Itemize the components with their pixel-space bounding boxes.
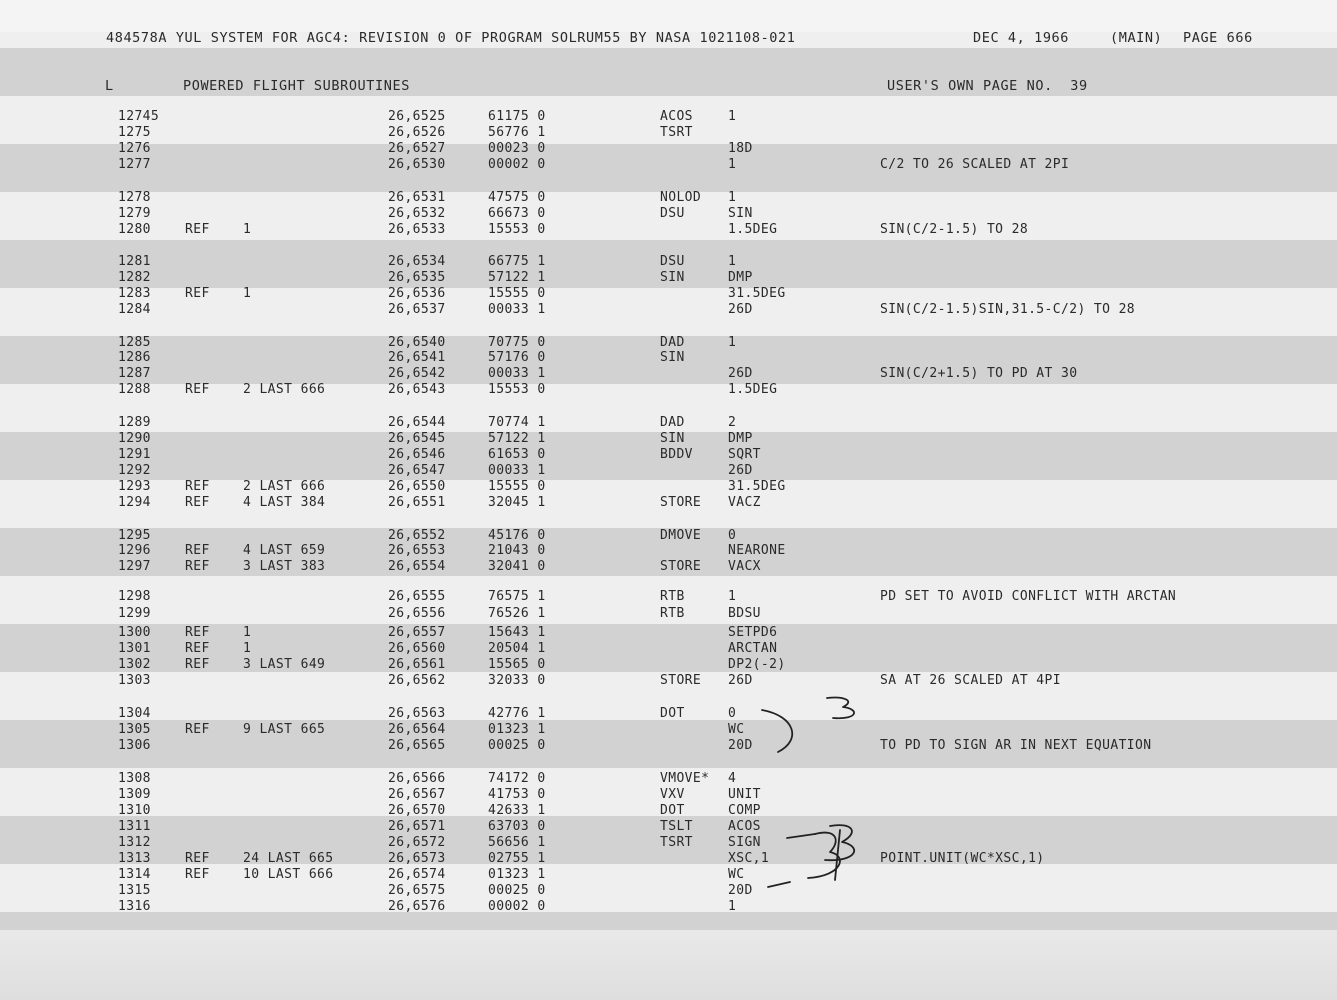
line-number: 1280 bbox=[118, 222, 151, 237]
address: 26,6576 bbox=[388, 899, 446, 914]
operand: SIGN bbox=[728, 835, 761, 850]
comment: SIN(C/2-1.5)SIN,31.5-C/2) TO 28 bbox=[880, 302, 1136, 317]
line-number: 1290 bbox=[118, 431, 151, 446]
address: 26,6550 bbox=[388, 479, 446, 494]
address: 26,6551 bbox=[388, 495, 446, 510]
octal-code: 15565 0 bbox=[488, 657, 546, 672]
line-number: 1311 bbox=[118, 819, 151, 834]
ref-tag: REF bbox=[185, 382, 210, 397]
opcode: NOLOD bbox=[660, 190, 702, 205]
comment: TO PD TO SIGN AR IN NEXT EQUATION bbox=[880, 738, 1152, 753]
header-title: 484578A YUL SYSTEM FOR AGC4: REVISION 0 OF PROGRAM SOLRUM55 BY NASA 1021108-021 bbox=[106, 30, 796, 46]
address: 26,6542 bbox=[388, 366, 446, 381]
address: 26,6543 bbox=[388, 382, 446, 397]
address: 26,6530 bbox=[388, 157, 446, 172]
operand: 26D bbox=[728, 673, 753, 688]
operand: 1.5DEG bbox=[728, 382, 778, 397]
opcode: TSRT bbox=[660, 835, 693, 850]
line-number: 1300 bbox=[118, 625, 151, 640]
octal-code: 45176 0 bbox=[488, 528, 546, 543]
octal-code: 76526 1 bbox=[488, 606, 546, 621]
ref-detail: 2 LAST 666 bbox=[243, 479, 326, 494]
comment: SA AT 26 SCALED AT 4PI bbox=[880, 673, 1061, 688]
octal-code: 32033 0 bbox=[488, 673, 546, 688]
ref-tag: REF bbox=[185, 222, 210, 237]
octal-code: 57176 0 bbox=[488, 350, 546, 365]
line-number: 1281 bbox=[118, 254, 151, 269]
address: 26,6526 bbox=[388, 125, 446, 140]
comment: PD SET TO AVOID CONFLICT WITH ARCTAN bbox=[880, 589, 1177, 604]
line-number: 1304 bbox=[118, 706, 151, 721]
address: 26,6571 bbox=[388, 819, 446, 834]
ref-tag: REF bbox=[185, 495, 210, 510]
opcode: DMOVE bbox=[660, 528, 702, 543]
operand: 1 bbox=[728, 190, 737, 205]
octal-code: 42633 1 bbox=[488, 803, 546, 818]
operand: 2 bbox=[728, 415, 737, 430]
ref-tag: REF bbox=[185, 286, 210, 301]
address: 26,6565 bbox=[388, 738, 446, 753]
octal-code: 32041 0 bbox=[488, 559, 546, 574]
line-number: 1293 bbox=[118, 479, 151, 494]
operand: 26D bbox=[728, 463, 753, 478]
octal-code: 00033 1 bbox=[488, 302, 546, 317]
subheader-marker: L bbox=[105, 78, 114, 94]
address: 26,6537 bbox=[388, 302, 446, 317]
octal-code: 41753 0 bbox=[488, 787, 546, 802]
address: 26,6562 bbox=[388, 673, 446, 688]
operand: 0 bbox=[728, 706, 737, 721]
operand: NEARONE bbox=[728, 543, 786, 558]
operand: DMP bbox=[728, 270, 753, 285]
octal-code: 70775 0 bbox=[488, 335, 546, 350]
address: 26,6534 bbox=[388, 254, 446, 269]
line-number: 1289 bbox=[118, 415, 151, 430]
operand: 20D bbox=[728, 883, 753, 898]
ref-tag: REF bbox=[185, 641, 210, 656]
ref-detail: 9 LAST 665 bbox=[243, 722, 326, 737]
line-number: 1306 bbox=[118, 738, 151, 753]
address: 26,6532 bbox=[388, 206, 446, 221]
operand: 1 bbox=[728, 335, 737, 350]
operand: DP2(-2) bbox=[728, 657, 786, 672]
octal-code: 70774 1 bbox=[488, 415, 546, 430]
octal-code: 57122 1 bbox=[488, 431, 546, 446]
ref-detail: 1 bbox=[243, 222, 252, 237]
octal-code: 63703 0 bbox=[488, 819, 546, 834]
octal-code: 02755 1 bbox=[488, 851, 546, 866]
opcode: BDDV bbox=[660, 447, 693, 462]
operand: 1 bbox=[728, 109, 737, 124]
line-number: 1314 bbox=[118, 867, 151, 882]
octal-code: 00033 1 bbox=[488, 366, 546, 381]
operand: 26D bbox=[728, 302, 753, 317]
opcode: STORE bbox=[660, 495, 702, 510]
opcode: STORE bbox=[660, 673, 702, 688]
ref-detail: 10 LAST 666 bbox=[243, 867, 334, 882]
ref-tag: REF bbox=[185, 722, 210, 737]
octal-code: 32045 1 bbox=[488, 495, 546, 510]
line-number: 1295 bbox=[118, 528, 151, 543]
octal-code: 00033 1 bbox=[488, 463, 546, 478]
address: 26,6553 bbox=[388, 543, 446, 558]
address: 26,6563 bbox=[388, 706, 446, 721]
ref-detail: 24 LAST 665 bbox=[243, 851, 334, 866]
operand: 1 bbox=[728, 157, 737, 172]
address: 26,6552 bbox=[388, 528, 446, 543]
address: 26,6566 bbox=[388, 771, 446, 786]
line-number: 1305 bbox=[118, 722, 151, 737]
opcode: SIN bbox=[660, 350, 685, 365]
operand: DMP bbox=[728, 431, 753, 446]
address: 26,6564 bbox=[388, 722, 446, 737]
bracket-mark-1 bbox=[762, 710, 792, 752]
operand: SETPD6 bbox=[728, 625, 778, 640]
octal-code: 01323 1 bbox=[488, 867, 546, 882]
opcode: DAD bbox=[660, 335, 685, 350]
digit-three-mark-1 bbox=[827, 698, 854, 719]
octal-code: 00023 0 bbox=[488, 141, 546, 156]
opcode: STORE bbox=[660, 559, 702, 574]
line-number: 12745 bbox=[118, 109, 160, 124]
octal-code: 42776 1 bbox=[488, 706, 546, 721]
address: 26,6535 bbox=[388, 270, 446, 285]
line-number: 1308 bbox=[118, 771, 151, 786]
ref-detail: 1 bbox=[243, 625, 252, 640]
ref-detail: 1 bbox=[243, 286, 252, 301]
operand: 18D bbox=[728, 141, 753, 156]
address: 26,6574 bbox=[388, 867, 446, 882]
operand: VACZ bbox=[728, 495, 761, 510]
operand: 1.5DEG bbox=[728, 222, 778, 237]
header-page: PAGE 666 bbox=[1183, 30, 1253, 46]
ref-tag: REF bbox=[185, 851, 210, 866]
opcode: RTB bbox=[660, 589, 685, 604]
octal-code: 15555 0 bbox=[488, 479, 546, 494]
line-number: 1282 bbox=[118, 270, 151, 285]
line-number: 1279 bbox=[118, 206, 151, 221]
address: 26,6546 bbox=[388, 447, 446, 462]
line-number: 1297 bbox=[118, 559, 151, 574]
line-number: 1287 bbox=[118, 366, 151, 381]
operand: 31.5DEG bbox=[728, 479, 786, 494]
opcode: RTB bbox=[660, 606, 685, 621]
line-number: 1285 bbox=[118, 335, 151, 350]
octal-code: 00002 0 bbox=[488, 157, 546, 172]
octal-code: 20504 1 bbox=[488, 641, 546, 656]
opcode: ACOS bbox=[660, 109, 693, 124]
line-number: 1284 bbox=[118, 302, 151, 317]
line-number: 1301 bbox=[118, 641, 151, 656]
octal-code: 00002 0 bbox=[488, 899, 546, 914]
line-number: 1309 bbox=[118, 787, 151, 802]
line-number: 1283 bbox=[118, 286, 151, 301]
line-number: 1299 bbox=[118, 606, 151, 621]
operand: 4 bbox=[728, 771, 737, 786]
operand: ARCTAN bbox=[728, 641, 778, 656]
operand: COMP bbox=[728, 803, 761, 818]
octal-code: 56776 1 bbox=[488, 125, 546, 140]
address: 26,6531 bbox=[388, 190, 446, 205]
operand: WC bbox=[728, 867, 745, 882]
operand: 20D bbox=[728, 738, 753, 753]
opcode: DOT bbox=[660, 706, 685, 721]
line-number: 1275 bbox=[118, 125, 151, 140]
operand: SIN bbox=[728, 206, 753, 221]
opcode: TSLT bbox=[660, 819, 693, 834]
octal-code: 00025 0 bbox=[488, 883, 546, 898]
line-number: 1302 bbox=[118, 657, 151, 672]
octal-code: 66673 0 bbox=[488, 206, 546, 221]
line-number: 1278 bbox=[118, 190, 151, 205]
operand: XSC,1 bbox=[728, 851, 770, 866]
address: 26,6561 bbox=[388, 657, 446, 672]
operand: 26D bbox=[728, 366, 753, 381]
opcode: DSU bbox=[660, 206, 685, 221]
line-number: 1315 bbox=[118, 883, 151, 898]
address: 26,6536 bbox=[388, 286, 446, 301]
octal-code: 15555 0 bbox=[488, 286, 546, 301]
comment: SIN(C/2-1.5) TO 28 bbox=[880, 222, 1029, 237]
ref-detail: 4 LAST 659 bbox=[243, 543, 326, 558]
operand: 1 bbox=[728, 899, 737, 914]
address: 26,6560 bbox=[388, 641, 446, 656]
address: 26,6540 bbox=[388, 335, 446, 350]
octal-code: 21043 0 bbox=[488, 543, 546, 558]
octal-code: 15553 0 bbox=[488, 222, 546, 237]
address: 26,6544 bbox=[388, 415, 446, 430]
operand: 1 bbox=[728, 589, 737, 604]
address: 26,6567 bbox=[388, 787, 446, 802]
dash-mark-sign bbox=[787, 834, 815, 838]
octal-code: 57122 1 bbox=[488, 270, 546, 285]
ref-tag: REF bbox=[185, 543, 210, 558]
line-number: 1291 bbox=[118, 447, 151, 462]
line-number: 1310 bbox=[118, 803, 151, 818]
operand: VACX bbox=[728, 559, 761, 574]
opcode: DAD bbox=[660, 415, 685, 430]
line-number: 1288 bbox=[118, 382, 151, 397]
opcode: DOT bbox=[660, 803, 685, 818]
octal-code: 61653 0 bbox=[488, 447, 546, 462]
ref-detail: 4 LAST 384 bbox=[243, 495, 326, 510]
address: 26,6533 bbox=[388, 222, 446, 237]
subheader-title: POWERED FLIGHT SUBROUTINES bbox=[183, 78, 410, 94]
address: 26,6554 bbox=[388, 559, 446, 574]
address: 26,6557 bbox=[388, 625, 446, 640]
ref-detail: 3 LAST 383 bbox=[243, 559, 326, 574]
octal-code: 01323 1 bbox=[488, 722, 546, 737]
operand: SQRT bbox=[728, 447, 761, 462]
dash-mark-20d bbox=[768, 882, 790, 887]
address: 26,6556 bbox=[388, 606, 446, 621]
address: 26,6527 bbox=[388, 141, 446, 156]
opcode: SIN bbox=[660, 270, 685, 285]
ref-tag: REF bbox=[185, 559, 210, 574]
line-number: 1286 bbox=[118, 350, 151, 365]
comment: SIN(C/2+1.5) TO PD AT 30 bbox=[880, 366, 1078, 381]
octal-code: 15553 0 bbox=[488, 382, 546, 397]
address: 26,6555 bbox=[388, 589, 446, 604]
operand: WC bbox=[728, 722, 745, 737]
operand: BDSU bbox=[728, 606, 761, 621]
line-number: 1296 bbox=[118, 543, 151, 558]
user-page-number: USER'S OWN PAGE NO. 39 bbox=[887, 78, 1088, 94]
address: 26,6572 bbox=[388, 835, 446, 850]
header-date: DEC 4, 1966 bbox=[973, 30, 1070, 46]
address: 26,6570 bbox=[388, 803, 446, 818]
opcode: SIN bbox=[660, 431, 685, 446]
line-number: 1313 bbox=[118, 851, 151, 866]
operand: UNIT bbox=[728, 787, 761, 802]
octal-code: 66775 1 bbox=[488, 254, 546, 269]
address: 26,6575 bbox=[388, 883, 446, 898]
octal-code: 15643 1 bbox=[488, 625, 546, 640]
operand: 0 bbox=[728, 528, 737, 543]
operand: 1 bbox=[728, 254, 737, 269]
octal-code: 76575 1 bbox=[488, 589, 546, 604]
octal-code: 56656 1 bbox=[488, 835, 546, 850]
octal-code: 47575 0 bbox=[488, 190, 546, 205]
octal-code: 61175 0 bbox=[488, 109, 546, 124]
operand: ACOS bbox=[728, 819, 761, 834]
comment: C/2 TO 26 SCALED AT 2PI bbox=[880, 157, 1070, 172]
line-number: 1294 bbox=[118, 495, 151, 510]
address: 26,6545 bbox=[388, 431, 446, 446]
address: 26,6573 bbox=[388, 851, 446, 866]
address: 26,6525 bbox=[388, 109, 446, 124]
line-number: 1277 bbox=[118, 157, 151, 172]
ref-detail: 1 bbox=[243, 641, 252, 656]
opcode: TSRT bbox=[660, 125, 693, 140]
line-number: 1298 bbox=[118, 589, 151, 604]
ref-tag: REF bbox=[185, 625, 210, 640]
opcode: VMOVE* bbox=[660, 771, 710, 786]
opcode: DSU bbox=[660, 254, 685, 269]
opcode: VXV bbox=[660, 787, 685, 802]
comment: POINT.UNIT(WC*XSC,1) bbox=[880, 851, 1045, 866]
ref-tag: REF bbox=[185, 867, 210, 882]
address: 26,6547 bbox=[388, 463, 446, 478]
octal-code: 00025 0 bbox=[488, 738, 546, 753]
address: 26,6541 bbox=[388, 350, 446, 365]
ref-tag: REF bbox=[185, 479, 210, 494]
line-number: 1316 bbox=[118, 899, 151, 914]
line-number: 1303 bbox=[118, 673, 151, 688]
octal-code: 74172 0 bbox=[488, 771, 546, 786]
header-section: (MAIN) bbox=[1110, 30, 1163, 46]
line-number: 1312 bbox=[118, 835, 151, 850]
ref-detail: 3 LAST 649 bbox=[243, 657, 326, 672]
ref-detail: 2 LAST 666 bbox=[243, 382, 326, 397]
line-number: 1292 bbox=[118, 463, 151, 478]
ref-tag: REF bbox=[185, 657, 210, 672]
operand: 31.5DEG bbox=[728, 286, 786, 301]
line-number: 1276 bbox=[118, 141, 151, 156]
